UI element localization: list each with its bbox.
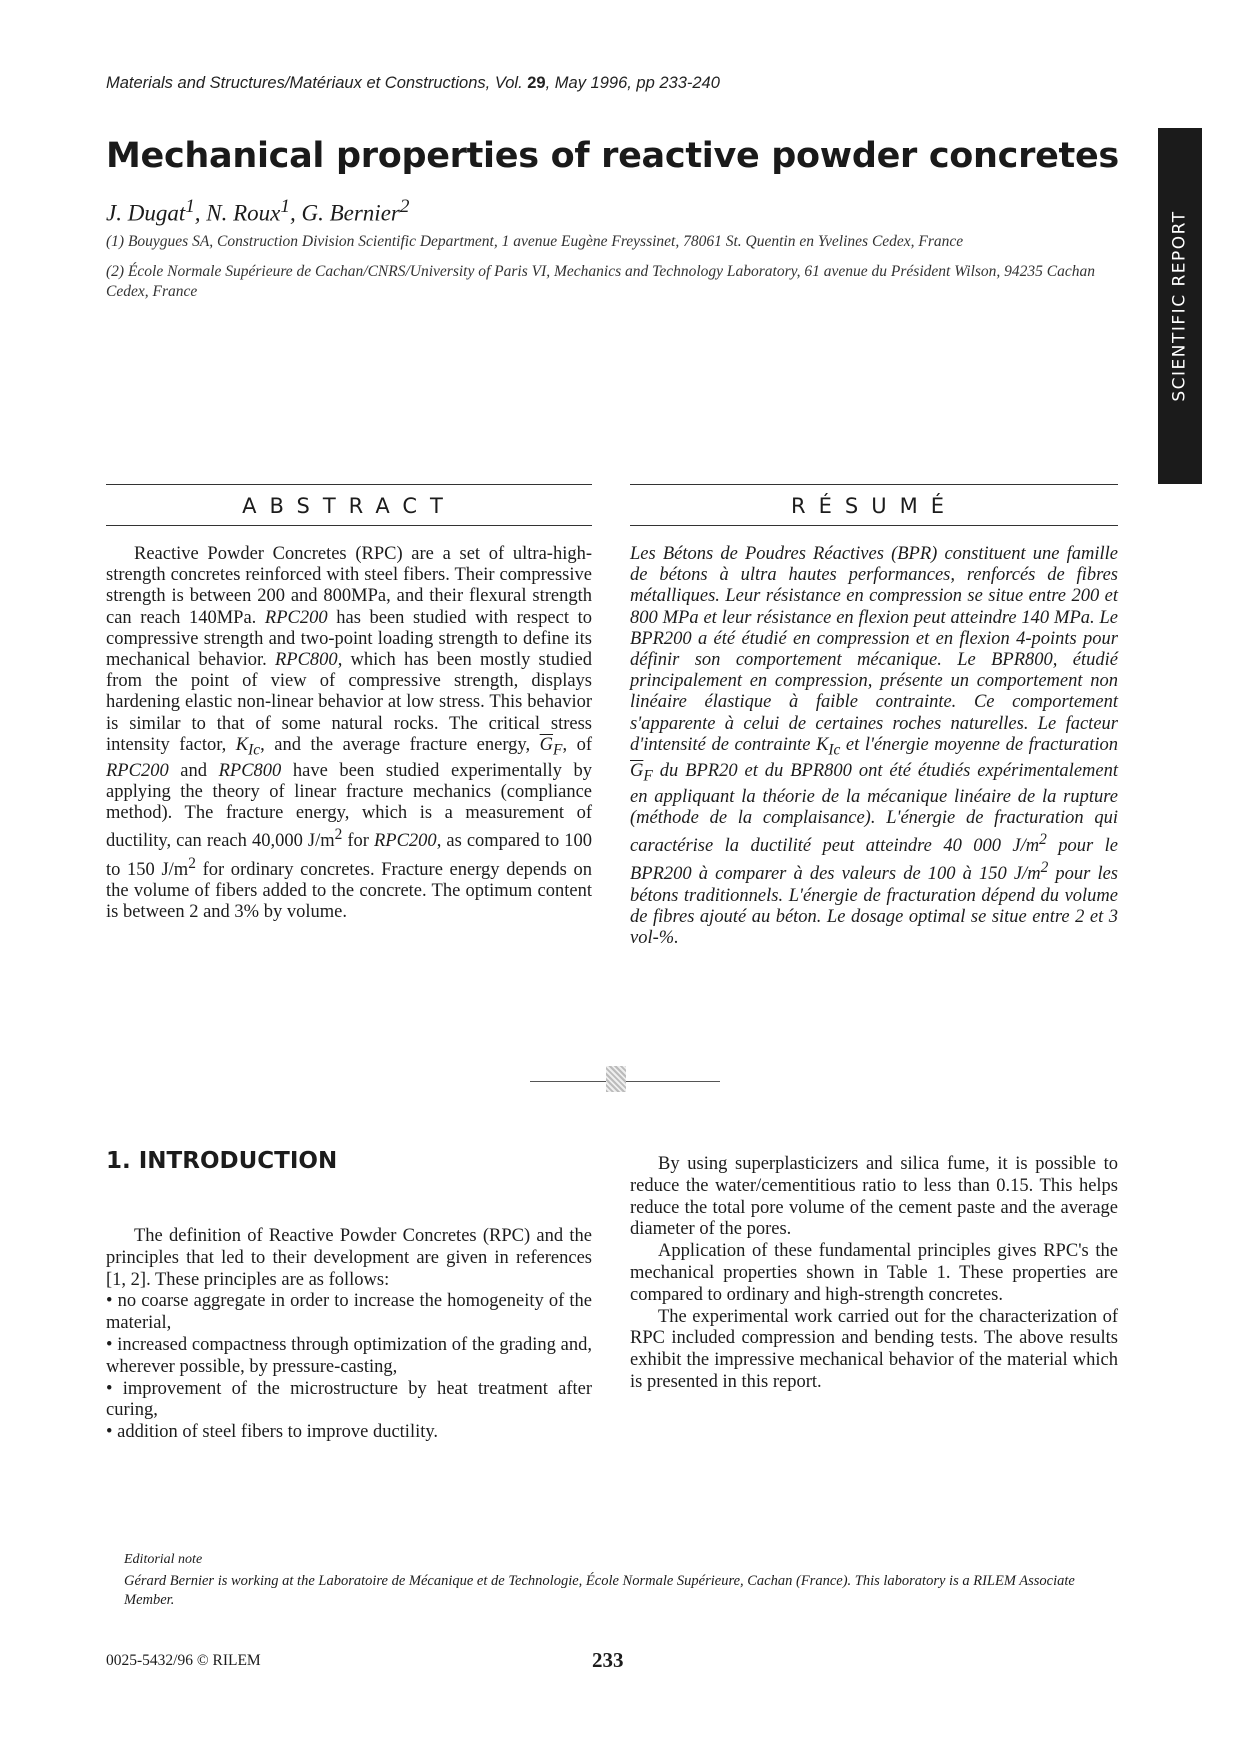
resume-span: pour les bétons traditionnels. L'énergie de fracturation dépend du volume de fibres ajouté au béton. Le dosage optimal se situe entre 2 et 3 vol-%.	[630, 864, 1118, 949]
volume-number: 29	[527, 74, 546, 92]
author-dugat: J. Dugat	[106, 200, 186, 226]
journal-name: Materials and Structures/Matériaux et Constructions, Vol.	[106, 74, 523, 92]
intro-bullet-4: • addition of steel fibers to improve ductility.	[106, 1422, 439, 1443]
intro-paragraph-2: By using superplasticizers and silica fume, it is possible to reduce the water/cementitious ratio to less than 0.15. This helps reduce the total pore volume of the cement paste and the average diameter of the pores.	[630, 1154, 1118, 1240]
resume-text	[630, 544, 1118, 949]
abstract-span: , as compared to 100 to 150 J/m	[106, 831, 592, 880]
paper-title: Mechanical properties of reactive powder concretes	[106, 136, 1119, 176]
divider-line-right	[626, 1081, 720, 1082]
introduction-left-column	[106, 1226, 592, 1444]
introduction-right-column	[630, 1154, 1118, 1394]
introduction-heading: 1. INTRODUCTION	[106, 1148, 338, 1174]
affiliation-1: (1) Bouygues SA, Construction Division Scientific Department, 1 avenue Eugène Freyssinet, 78061 St. Quentin en Yvelines Cedex, France	[106, 233, 964, 250]
superscript: 2	[334, 826, 343, 844]
intro-paragraph-1: The definition of Reactive Powder Concretes (RPC) and the principles that led to their development are given in references [1, 2]. These principles are as follows:	[106, 1226, 592, 1290]
abstract-span: , which has been mostly studied from the point of view of compressive strength, displays hardening elastic non-linear behavior at low stress. This behavior is similar to that of some natural rocks. The critical stress intensity factor,	[106, 650, 592, 755]
page-number: 233	[592, 1648, 624, 1672]
intro-bullet-3: • improvement of the microstructure by heat treatment after curing,	[106, 1378, 592, 1421]
abstract-span: , of	[562, 734, 592, 755]
intro-bullet-2: • increased compactness through optimization of the grading and, wherever possible, by pressure-casting,	[106, 1334, 592, 1377]
editorial-note-text: Gérard Bernier is working at the Laboratoire de Mécanique et de Technologie, École Normale Supérieure, Cachan (France). This laboratory is a RILEM Associate Member.	[124, 1573, 1075, 1608]
symbol-sub: Ic	[248, 741, 261, 759]
symbol-k: K	[235, 734, 249, 755]
abstract-span: RPC800	[218, 760, 282, 781]
resume-span: Les Bétons de Poudres Réactives (BPR) constituent une famille de bétons à ultra hautes performances, renforcés de fibres métalliques. Leur résistance en compression se situe entre 200 et 800 MPa et leur résistance en flexion peut atteindre 140 MPa. Le BPR200 a été étudié en compression et en flexion 4-points pour définir son comportement mécanique. Le BPR800, étudié principalement en compression, présente un comportement non linéaire élastique à faible contrainte. Ce comportement s'apparente à celui de certaines roches naturelles. Le facteur d'intensité de contrainte	[630, 544, 1118, 755]
side-tab-label: SCIENTIFIC REPORT	[1170, 210, 1190, 402]
symbol-sub: F	[553, 741, 563, 759]
scientific-report-tab	[1158, 128, 1202, 484]
author-list: J. Dugat$^1$, N. Roux$^1$, G. Bernier$^2$	[106, 196, 410, 226]
superscript: 2	[1039, 831, 1047, 849]
author-affil-mark: 2	[399, 196, 410, 217]
abstract-span: and	[168, 760, 219, 781]
abstract-span: RPC200	[264, 607, 328, 628]
author-roux: N. Roux	[206, 200, 281, 226]
resume-span: pour le BPR200 à comparer à des valeurs de 100 à 150 J/m	[630, 836, 1118, 885]
issue-pages: , May 1996, pp 233-240	[545, 74, 720, 92]
intro-bullet-1: • no coarse aggregate in order to increase the homogeneity of the material,	[106, 1291, 592, 1334]
intro-paragraph-3: Application of these fundamental principles gives RPC's the mechanical properties shown in Table 1. These properties are compared to ordinary and high-strength concretes.	[630, 1241, 1118, 1305]
editorial-note-label: Editorial note	[124, 1552, 203, 1567]
abstract-span: has been studied with respect to compressive strength and two-point loading strength to define its mechanical behavior.	[106, 607, 593, 671]
superscript: 2	[188, 854, 196, 872]
symbol-g: $\overline{G}$	[630, 760, 644, 781]
resume-span: et l'énergie moyenne de fracturation	[840, 734, 1119, 755]
abstract-span: have been studied experimentally by applying the theory of linear fracture mechanics (compliance method). The fracture energy, which is a measurement of ductility, can reach 40,000 J/m	[106, 760, 592, 852]
issn-copyright: 0025-5432/96 © RILEM	[106, 1652, 261, 1669]
symbol-sub: F	[643, 767, 653, 785]
abstract-span: RPC200	[373, 831, 437, 852]
divider-ornament	[606, 1066, 626, 1092]
resume-heading: RÉSUMÉ	[630, 484, 1118, 526]
resume-span: du BPR20 et du BPR800 ont été étudiés expérimentalement en appliquant la théorie de la mécanique linéaire de la rupture (méthode de la complaisance). L'énergie de fracturation qui caractérise la ductilité peut atteindre 40 000 J/m	[630, 760, 1118, 857]
abstract-span: RPC800	[274, 650, 338, 671]
journal-citation	[106, 74, 720, 93]
abstract-span: Reactive Powder Concretes (RPC) are a set of ultra-high-strength concretes reinforced with steel fibers. Their compressive strength is between 200 and 800MPa, and their flexural strength can reach 140MPa.	[106, 544, 592, 628]
author-affil-mark: 1	[185, 196, 195, 217]
abstract-span: for ordinary concretes. Fracture energy depends on the volume of fibers added to the concrete. The optimum content is between 2 and 3% by volume.	[106, 859, 593, 923]
superscript: 2	[1040, 859, 1049, 877]
symbol-k: K	[816, 734, 829, 755]
abstract-span: for	[342, 831, 374, 852]
abstract-heading: ABSTRACT	[106, 484, 592, 526]
abstract-text	[106, 544, 592, 923]
symbol-sub: Ic	[828, 741, 841, 759]
abstract-span: , and the average fracture energy,	[260, 734, 540, 755]
affiliation-2: (2) École Normale Supérieure de Cachan/CNRS/University of Paris VI, Mechanics and Technology Laboratory, 61 avenue du Président Wilson, 94235 Cachan Cedex, France	[106, 263, 1095, 300]
intro-paragraph-4: The experimental work carried out for the characterization of RPC included compression and bending tests. The above results exhibit the impressive mechanical behavior of the material which is presented in this report.	[630, 1306, 1118, 1392]
abstract-span: RPC200	[106, 760, 169, 781]
author-bernier: G. Bernier	[301, 200, 400, 226]
symbol-g: $\overline{G}$	[539, 734, 554, 755]
divider-line-left	[530, 1081, 606, 1082]
author-affil-mark: 1	[280, 196, 290, 217]
